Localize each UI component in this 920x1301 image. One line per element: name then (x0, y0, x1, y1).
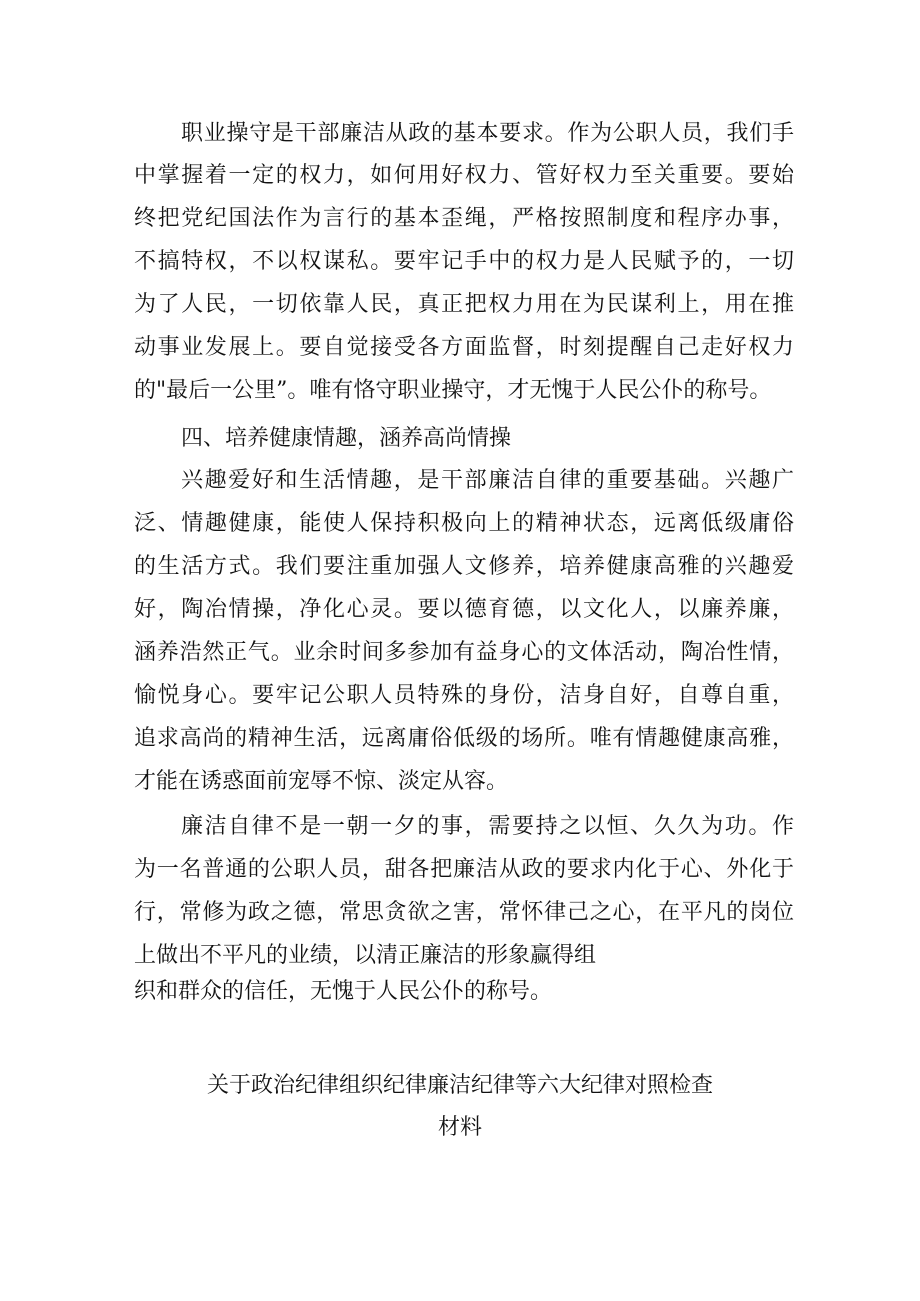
paragraph-1-line: 中掌握着一定的权力，如何用好权力、管好权力至关重要。要始 (134, 163, 794, 188)
document-title-line-1: 关于政治纪律组织纪律廉洁纪律等六大纪律对照检查 (206, 1073, 713, 1098)
paragraph-2-line: 兴趣爱好和生活情趣，是干部廉洁自律的重要基础。兴趣广 (181, 468, 794, 493)
paragraph-2-line: 的生活方式。我们要注重加强人文修养，培养健康高雅的兴趣爱 (134, 554, 794, 579)
paragraph-3-line: 织和群众的信任，无愧于人民公仆的称号。 (134, 979, 553, 1004)
paragraph-3-line: 为一名普通的公职人员，甜各把廉洁从政的要求内化于心、外化于 (134, 857, 794, 882)
paragraph-2-line: 涵养浩然正气。业余时间多参加有益身心的文体活动，陶冶性情， (134, 640, 794, 665)
section-heading: 四、培养健康情趣，涵养高尚情操 (181, 426, 512, 451)
paragraph-1-line: 终把党纪国法作为言行的基本歪绳，严格按照制度和程序办事， (134, 206, 794, 231)
document-title-line-2: 材料 (437, 1115, 482, 1140)
paragraph-3-line: 上做出不平凡的业绩，以清正廉洁的形象赢得组 (134, 943, 597, 968)
paragraph-2-line: 追求高尚的精神生活，远离庸俗低级的场所。唯有情趣健康高雅， (134, 726, 794, 751)
paragraph-3-line: 廉洁自律不是一朝一夕的事，需要持之以恒、久久为功。作 (181, 814, 794, 839)
paragraph-1-line: 的"最后一公里”。唯有恪守职业操守，才无愧于人民公仆的称号。 (134, 378, 772, 403)
paragraph-2-line: 泛、情趣健康，能使人保持积极向上的精神状态，远离低级庸俗 (134, 511, 794, 536)
paragraph-1-line: 职业操守是干部廉洁从政的基本要求。作为公职人员，我们手 (181, 121, 794, 146)
paragraph-2-line: 愉悦身心。要牢记公职人员特殊的身份，洁身自好，自尊自重， (134, 683, 794, 708)
paragraph-1-line: 为了人民，一切依靠人民，真正把权力用在为民谋利上，用在推 (134, 292, 794, 317)
paragraph-3-line: 行，常修为政之德，常思贪欲之害，常怀律己之心，在平凡的岗位 (134, 900, 794, 925)
paragraph-1-line: 不搞特权，不以权谋私。要牢记手中的权力是人民赋予的，一切 (134, 249, 794, 274)
paragraph-2-line: 才能在诱惑面前宠辱不惊、淡定从容。 (134, 769, 509, 794)
paragraph-1-line: 动事业发展上。要自觉接受各方面监督，时刻提醒自己走好权力 (134, 335, 794, 360)
paragraph-2-line: 好，陶冶情操，净化心灵。要以德育德，以文化人，以廉养廉， (134, 597, 794, 622)
